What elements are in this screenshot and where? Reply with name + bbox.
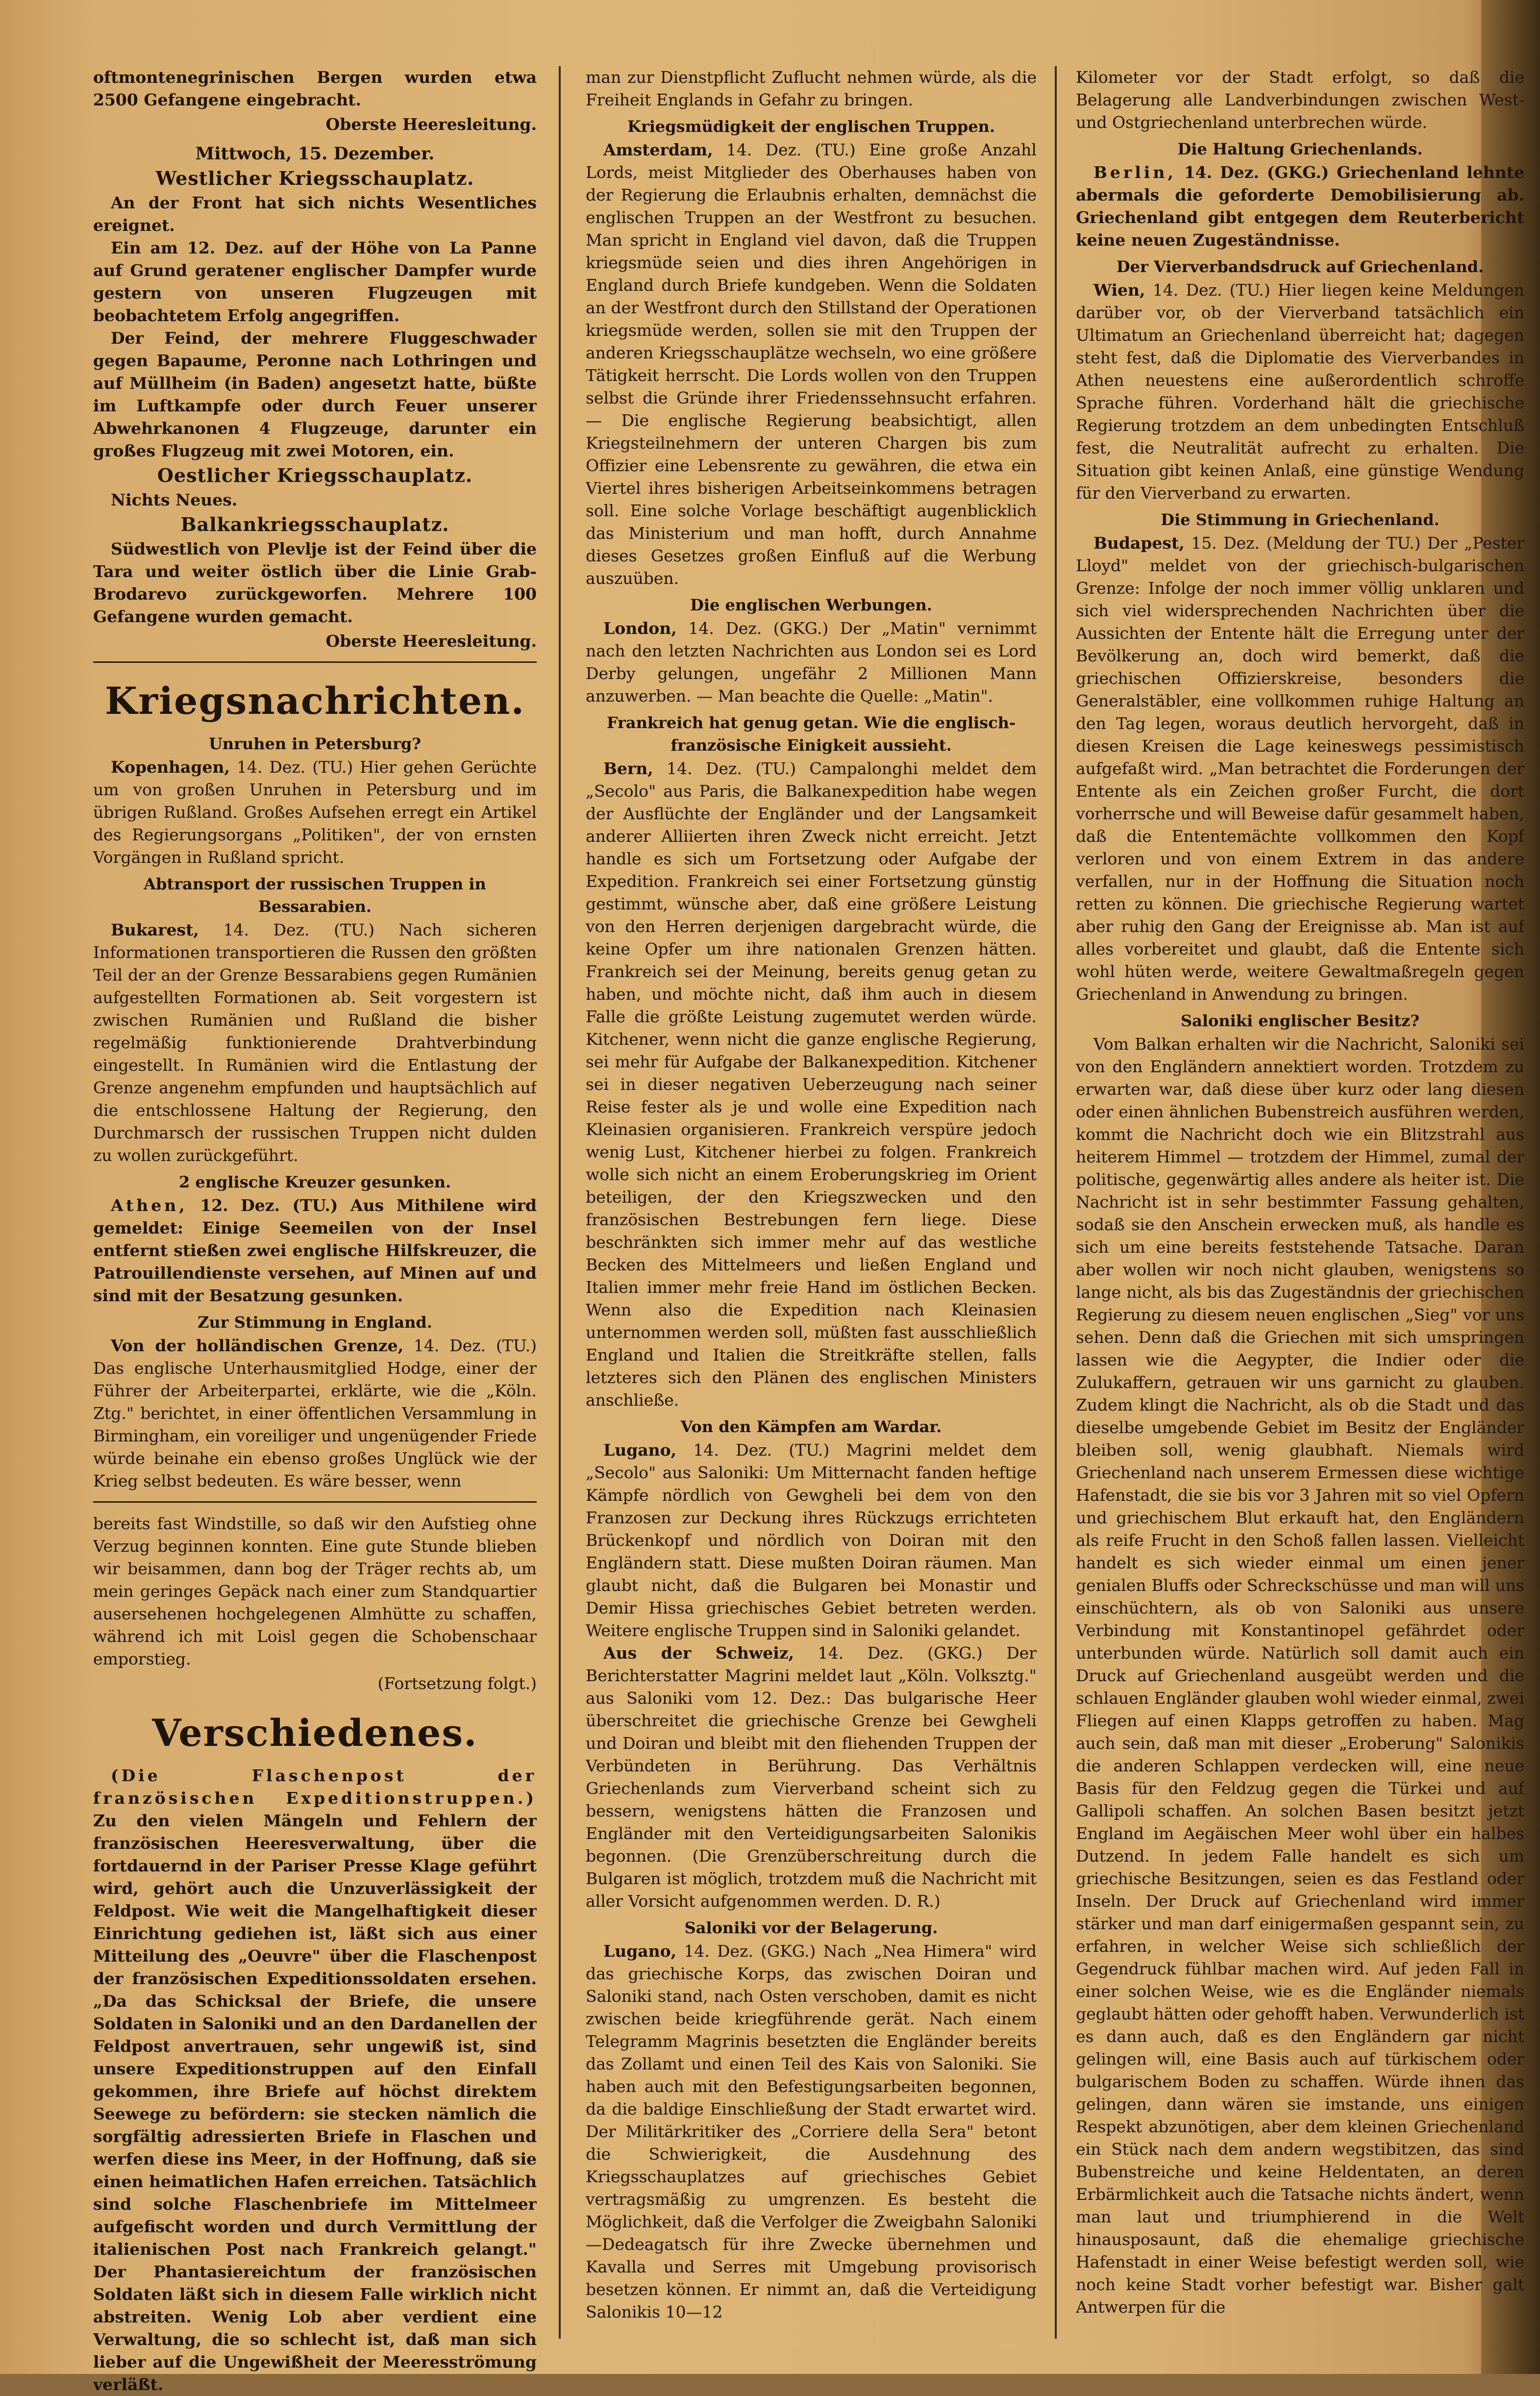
- signature: Oberste Heeresleitung.: [325, 631, 537, 651]
- column-rule: [559, 66, 561, 2339]
- article-heading: Unruhen in Petersburg?: [208, 734, 422, 753]
- article-heading: Die Haltung Griechenlands.: [1177, 140, 1423, 158]
- article-body: 14. Dez. (TU.) Nach sicheren Informationen transportieren die Russen den größten Teil der an der Grenze Bessarabiens gegen Rumänien aufgestellten Formationen ab. Seit vorgestern ist zwischen Rumänien und Rußland die bisher regelmäßig funktionierende Drahtverbindung eingestellt. In Rumänien wird die Entlastung der Grenze angenehm empfunden und hauptsächlich auf die entschlossene Haltung der Regierung, den Durchmarsch der russischen Truppen nicht dulden zu wollen zurückgeführt.: [93, 920, 537, 1165]
- article-text: [93, 919, 537, 1167]
- article-heading: Frankreich hat genug getan. Wie die englisch-französische Einigkeit aussieht.: [606, 713, 1016, 755]
- paragraph: Der Feind, der mehrere Fluggeschwader gegen Bapaume, Peronne nach Lothringen und auf Müllheim (in Baden) angesetzt hatte, büßte im Luftkampfe oder durch Feuer unserer Abwehrkanonen 4 Flugzeuge, darunter ein großes Flugzeug mit zwei Motoren, ein.: [93, 328, 537, 460]
- signature: Oberste Heeresleitung.: [325, 115, 537, 134]
- dateline: Von der holländischen Grenze,: [111, 1336, 404, 1355]
- paragraph: Kilometer vor der Stadt erfolgt, so daß die Belagerung alle Landverbindungen zwischen West- und Ostgriechenland unterbrechen würde.: [1076, 68, 1524, 132]
- article-text: [93, 1765, 537, 2396]
- date-heading: Mittwoch, 15. Dezember.: [195, 144, 435, 164]
- headline: Verschiedenes.: [152, 1711, 478, 1755]
- column-middle: [586, 66, 1037, 2323]
- article-body: 14. Dez. (TU.) Hier gehen Gerüchte um von großen Unruhen in Petersburg und im übrigen Rußland. Großes Aufsehen erregt ein Artikel des Regierungsorgans „Politiken", der von ernsten Vorgängen in Rußland spricht.: [93, 757, 537, 867]
- dateline: Lugano,: [603, 1440, 677, 1460]
- dateline: Bukarest,: [111, 920, 199, 939]
- article-heading: Abtransport der russischen Truppen in Bessarabien.: [144, 875, 486, 916]
- dateline: Berlin,: [1093, 163, 1176, 182]
- column-left: [93, 66, 537, 2396]
- article-heading: Zur Stimmung in England.: [198, 1313, 432, 1332]
- newspaper-page: [93, 66, 1524, 2394]
- continued-note: (Fortsetzung folgt.): [377, 1674, 537, 1693]
- article-text: [1076, 161, 1524, 252]
- article-body: 12. Dez. (TU.) Aus Mithilene wird gemeldet: Einige Seemeilen von der Insel entfernt stießen zwei englische Hilfskreuzer, die Patrouillendienste versehen, auf Minen auf und sind mit der Besatzung gesunken.: [93, 1196, 537, 1305]
- article-heading: 2 englische Kreuzer gesunken.: [178, 1173, 451, 1191]
- article-body: 14. Dez. (GKG.) Der Berichterstatter Magrini meldet laut „Köln. Volksztg." aus Saloniki vom 12. Dez.: Das bulgarische Heer überschreitet die griechische Grenze bei Gewgheli und Doiran und bleibt mit den fliehenden Truppen der Verbündeten in Berührung. Das Verhältnis Griechenlands zum Vierverband scheint sich zu bessern, wenigstens hätten die Franzosen und Engländer mit den Verteidigungsarbeiten Salonikis begonnen. (Die Grenzüberschreitung durch die Bulgaren ist möglich, trotzdem muß die Nachricht mit aller Vorsicht aufgenommen werden. D. R.): [586, 1643, 1037, 1911]
- article-text: [93, 1335, 537, 1492]
- column-rule: [1055, 66, 1057, 2339]
- article-heading: Die Stimmung in Griechenland.: [1161, 510, 1440, 529]
- article-body: 14. Dez. (TU.) Campalonghi meldet dem „Secolo" aus Paris, die Balkanexpedition habe wegen der Ausflüchte der Engländer und der Langsamkeit anderer Alliierten ihren Zweck nicht erreicht. Jetzt handle es sich um Fortsetzung oder Aufgabe der Expedition. Frankreich sei einer Fortsetzung günstig gestimmt, wünsche aber, daß eine größere Leistung von den Herren derjenigen dargebracht würde, die keine Opfer um ihre nationalen Grenzen hätten. Frankreich sei der Meinung, bereits genug getan zu haben, und möchte nicht, daß ihm auch in diesem Falle die größte Leistung zugemutet werden würde. Kitchener, wenn nicht die ganze englische Regierung, sei mehr für Aufgabe der Balkanexpedition. Kitchener sei in dieser negativen Ueberzeugung nach seiner Reise fester als je und wolle eine Expedition nach Kleinasien organisieren. Frankreich verspüre jedoch wenig Lust, Kitchener hierbei zu folgen. Frankreich wolle sich nicht an einem Eroberungskrieg im Orient beteiligen, der den Kriegszwecken und den französischen Bestrebungen fern liege. Diese beschränkten sich immer mehr auf das westliche Becken des Mittelmeers und ließen England und Italien immer mehr freie Hand im östlichen Becken. Wenn also die Expedition nach Kleinasien unternommen werden soll, müßten fast ausschließlich England und Italien die Streitkräfte stellen, falls letzteres sich den Plänen des englischen Ministers anschließe.: [586, 759, 1037, 1410]
- dateline: Athen,: [111, 1196, 188, 1215]
- dateline: Bern,: [603, 759, 653, 778]
- article-body: 14. Dez. (TU.) Das englische Unterhausmitglied Hodge, einer der Führer der Arbeiterpartei, erklärte, wie die „Köln. Ztg." berichtet, in einer öffentlichen Versammlung in Birmingham, ein voreiliger und ungenügender Friede würde beinahe ein ebenso großes Unglück wie der Krieg selbst bedeuten. Es wäre besser, wenn: [93, 1336, 537, 1490]
- dateline: Aus der Schweiz,: [603, 1643, 794, 1663]
- article-title: (Die Flaschenpost der französischen Expeditionstruppen.): [93, 1766, 537, 1808]
- article-text: [586, 1439, 1037, 1642]
- article-body: 14. Dez. (TU.) Eine große Anzahl Lords, meist Mitglieder des Oberhauses haben von der Regierung die Erlaubnis erhalten, demnächst die englischen Truppen an der Westfront zu besuchen. Man spricht in England viel davon, daß die Truppen kriegsmüde seien und dies ihren Angehörigen in England durch Briefe kundgeben. Wenn die Soldaten an der Westfront durch den Stillstand der Operationen kriegsmüde werden, sollen sie mit den Truppen der anderen Kriegsschauplätze wechseln, wo eine größere Tätigkeit herrscht. Die Lords wollen von den Truppen selbst die Gründe ihrer Friedenssehnsucht erfahren. — Die englische Regierung beabsichtigt, allen Kriegsteilnehmern der unteren Chargen bis zum Offizier eine Lebensrente zu gewähren, die etwa ein Viertel ihres bisherigen Arbeitseinkommens betragen soll. Eine solche Vorlage beschäftigt augenblicklich das Ministerium und man hofft, durch Annahme dieses Gesetzes großen Einfluß auf die Werbung auszuüben.: [586, 140, 1037, 588]
- article-text: [1076, 532, 1524, 1006]
- separator: [93, 1501, 537, 1503]
- dateline: London,: [603, 619, 677, 638]
- article-body: Zu den vielen Mängeln und Fehlern der französischen Heeresverwaltung, über die fortdauernd in der Pariser Presse Klage geführt wird, gehört auch die Unzuverlässigkeit der Feldpost. Wie weit die Mangelhaftigkeit dieser Einrichtung gediehen ist, läßt sich aus einer Mitteilung des „Oeuvre" über die Flaschenpost der französischen Expeditionssoldaten ersehen. „Da das Schicksal der Briefe, die unsere Soldaten in Saloniki und an den Dardanellen der Feldpost anvertrauen, sehr ungewiß ist, sind unsere Expeditionstruppen auf den Einfall gekommen, ihre Briefe auf höchst direktem Seewege zu befördern: sie stecken nämlich die sorgfältig adressierten Briefe in Flaschen und werfen diese ins Meer, in der Hoffnung, daß sie einen heimatlichen Hafen erreichen. Tatsächlich sind solche Flaschenbriefe im Mittelmeer aufgefischt worden und durch Vermittlung der italienischen Post nach Frankreich gelangt." Der Phantasiereichtum der französischen Soldaten läßt sich in diesem Falle wirklich nicht abstreiten. Wenig Lob aber verdient eine Verwaltung, die so schlecht ist, daß man sich lieber auf die Ungewißheit der Meeresströmung verläßt.: [93, 1811, 537, 2394]
- dateline: Wien,: [1093, 280, 1145, 300]
- article-heading: Von den Kämpfen am Wardar.: [680, 1417, 942, 1436]
- paragraph: oftmontenegrinischen Bergen wurden etwa 2500 Gefangene eingebracht.: [93, 68, 537, 109]
- paragraph: Südwestlich von Plevlje ist der Feind über die Tara und weiter östlich über die Linie Grab-Brodarevo zurückgeworfen. Mehrere 100 Gefangene wurden gemacht.: [93, 539, 537, 626]
- section-heading: Balkankriegsschauplatz.: [180, 513, 449, 535]
- dateline: Budapest,: [1093, 533, 1185, 553]
- article-heading: Die englischen Werbungen.: [690, 596, 932, 614]
- article-body: 14. Dez. (TU.) Hier liegen keine Meldungen darüber vor, ob der Vierverband tatsächlich ein Ultimatum an Griechenland überreicht hat; dagegen steht fest, daß die Diplomatie des Vierverbandes in Athen neuestens eine außerordentlich schroffe Sprache führen. Vorderhand hält die griechische Regierung trotzdem an dem unbedingten Entschluß fest, die Neutralität aufrecht zu erhalten. Die Situation gibt keinen Anlaß, eine günstige Wendung für den Vierverband zu erwarten.: [1076, 280, 1524, 503]
- article-text: [586, 139, 1037, 590]
- article-text: [586, 757, 1037, 1412]
- paragraph: Ein am 12. Dez. auf der Höhe von La Panne auf Grund geratener englischer Dampfer wurde gestern von unseren Flugzeugen mit beobachtetem Erfolg angegriffen.: [93, 238, 537, 325]
- article-text: [1076, 279, 1524, 504]
- dateline: Lugano,: [603, 1942, 677, 1961]
- article-body: Vom Balkan erhalten wir die Nachricht, Saloniki sei von den Engländern annektiert worden. Trotzdem zu erwarten war, daß diese über kurz oder lang diesen oder einen ähnlichen Bubenstreich ausführen werden, kommt die Nachricht doch wie ein Blitzstrahl aus heiterem Himmel — trotzdem der Himmel, zumal der politische, gegenwärtig alles andere als heiter ist. Die Nachricht ist in sehr bestimmter Fassung gehalten, sodaß sie den Anschein erwecken muß, als handle es sich um eine bereits feststehende Tatsache. Daran aber wollen wir noch nicht glauben, wenigstens so lange nicht, als bis das Zugeständnis der griechischen Regierung zu diesem neuen englischen „Sieg" vor uns sehen. Denn daß die Griechen mit sich umspringen lassen wie die Aegypter, die Indier oder die Zulukaffern, getrauen wir uns garnicht zu glauben. Zudem klingt die Nachricht, als ob die Stadt und das dieselbe umgebende Gebiet im Besitz der Engländer bleiben soll, wenig glaubhaft. Niemals wird Griechenland nach unserem Ermessen diese wichtige Hafenstadt, die sie bis vor 3 Jahren mit so viel Opfern und griechischem Blut erkauft hat, den Engländern als reife Frucht in den Schoß fallen lassen. Vielleicht handelt es sich wieder einmal um einen jener genialen Bluffs oder Schreckschüsse und man will uns einschüchtern, als ob von Saloniki aus unsere Verbindung mit Konstantinopel gefährdet oder unterbunden würde. Natürlich soll damit auch ein Druck auf Griechenland ausgeübt werden und die schlauen Engländer glauben wohl wieder einmal, zwei Fliegen auf einen Klapps getroffen zu haben. Mag auch sein, daß man mit dieser „Eroberung" Salonikis die anderen Schlappen verdecken will, eine neue Basis für den Feldzug gegen die Türkei und auf Gallipoli schaffen. An solchen Basen besitzt jetzt England im Aegäischen Meer wohl über ein halbes Dutzend. In jedem Falle handelt es sich um griechische Besitzungen, seien es das Festland oder Inseln. Der Druck auf Griechenland wird immer stärker und man darf einigermaßen gespannt sein, zu erfahren, in welcher Weise sich schließlich der Gegendruck fühlbar machen wird. Auf jeden Fall in einer solchen Weise, wie es die Engländer niemals geglaubt hätten oder gehofft haben. Verwunderlich ist es dann auch, daß es den Engländern gar nicht gelingen will, eine Basis auch auf türkischem oder bulgarischem Boden zu schaffen. Würde ihnen das gelingen, dann wären sie imstande, uns einigen Respekt abzunötigen, aber dem kleinen Griechenland ein Stück nach dem andern wegstibitzen, das sind Bubenstreiche und keine Heldentaten, an deren Erbärmlichkeit auch die Tatsache nichts ändert, wenn man laut und triumphierend in die Welt hinausposaunt, daß die ehemalige griechische Hafenstadt in einer Weise befestigt werden soll, wie noch keine Stadt vorher befestigt war. Bisher galt Antwerpen für die: [1076, 1034, 1524, 2317]
- article-body: 14. Dez. (GKG.) Nach „Nea Himera" wird das griechische Korps, das zwischen Doiran und Saloniki stand, nach Osten verschoben, damit es nicht zwischen beide kriegführende gerät. Nach einem Telegramm Magrinis besetzten die Engländer bereits das Zollamt und einen Teil des Kais von Saloniki. Sie haben auch mit den Befestigungsarbeiten begonnen, da die baldige Einschließung der Stadt erwartet wird. Der Militärkritiker des „Corriere della Sera" betont die Schwierigkeit, die Ausdehnung des Kriegsschauplatzes auf griechisches Gebiet vertragsmäßig zu umgrenzen. Es besteht die Möglichkeit, daß die Verfolger die Zweigbahn Saloniki—Dedeagatsch für ihre Zwecke übernehmen und Kavalla und Serres mit Umgebung provisorisch besetzen können. Er nimmt an, daß die Verteidigung Salonikis 10—12: [586, 1942, 1037, 2321]
- dateline: Kopenhagen,: [111, 757, 230, 777]
- article-heading: Saloniki vor der Belagerung.: [684, 1918, 938, 1937]
- article-body: 14. Dez. (GKG.) Griechenland lehnte abermals die geforderte Demobilisierung ab. Griechenland gibt entgegen dem Reuterbericht keine neuen Zugeständnisse.: [1076, 163, 1524, 250]
- article-heading: Saloniki englischer Besitz?: [1181, 1011, 1419, 1030]
- paragraph: man zur Dienstpflicht Zuflucht nehmen würde, als die Freiheit Englands in Gefahr zu bringen.: [586, 68, 1037, 109]
- article-body: 14. Dez. (GKG.) Der „Matin" vernimmt nach den letzten Nachrichten aus London sei es Lord Derby gelungen, ungefähr 2 Millionen Mann anzuwerben. — Man beachte die Quelle: „Matin".: [586, 619, 1037, 706]
- feuilleton-text: bereits fast Windstille, so daß wir den Aufstieg ohne Verzug beginnen konnten. Eine gute Stunde blieben wir beisammen, dann bog der Träger rechts ab, um mein geringes Gepäck nach einer zum Standquartier ausersehenen hochgelegenen Almhütte zu schaffen, während ich mit Loisl gegen die Schobenschaar emporstieg.: [93, 1514, 537, 1668]
- article-text: [586, 1940, 1037, 2323]
- article-text: [586, 1642, 1037, 1913]
- column-right: [1076, 66, 1524, 2319]
- article-body: 14. Dez. (TU.) Magrini meldet dem „Secolo" aus Saloniki: Um Mitternacht fanden heftige Kämpfe nördlich von Gewgheli bei dem von den Franzosen zur Deckung ihres Rückzugs errichteten Brückenkopf und nördlich von Doiran mit den Engländern statt. Diese mußten Doiran räumen. Man glaubt nicht, daß die Bulgaren bei Monastir und Demir Hissa griechisches Gebiet betreten werden. Weitere englische Truppen sind in Saloniki gelandet.: [586, 1440, 1037, 1640]
- article-text: [93, 1194, 537, 1307]
- separator: [93, 661, 537, 663]
- paragraph: Nichts Neues.: [111, 490, 238, 509]
- article-body: 15. Dez. (Meldung der TU.) Der „Pester Lloyd" meldet von der griechisch-bulgarischen Grenze: Infolge der noch immer völlig unklaren und sich viel widersprechenden Nachrichten über die Aussichten der Entente hält die Erregung unter der Bevölkerung an, doch wird bemerkt, daß die griechischen Offizierskreise, besonders die Generalstäbler, eine vollkommen ruhige Haltung an den Tag legen, woraus deutlich hervorgeht, daß in diesen Kreisen die Lage keineswegs pessimistisch aufgefaßt wird. „Man betrachtet die Forderungen der Entente als ein Zeichen großer Furcht, die dort vorherrsche und will Beweise dafür gesammelt haben, daß die Ententemächte vollkommen den Kopf verloren und von einem Extrem in das andere verfallen, nur in der Hoffnung die Situation noch retten zu können. Die griechische Regierung wartet aber ruhig den Gang der Ereignisse ab. Man ist auf alles vorbereitet und glaubt, daß die Entente sich wohl hüten werde, weitere Gewaltmaßregeln gegen Griechenland in Anwendung zu bringen.: [1076, 533, 1524, 1004]
- section-heading: Westlicher Kriegsschauplatz.: [155, 167, 474, 189]
- article-text: [586, 617, 1037, 707]
- headline: Kriegsnachrichten.: [105, 679, 525, 723]
- article-heading: Kriegsmüdigkeit der englischen Truppen.: [627, 117, 995, 136]
- section-heading: Oestlicher Kriegsschauplatz.: [157, 464, 473, 486]
- dateline: Amsterdam,: [603, 140, 713, 159]
- article-heading: Der Vierverbandsdruck auf Griechenland.: [1116, 257, 1484, 276]
- article-text: [93, 756, 537, 869]
- paragraph: An der Front hat sich nichts Wesentliches ereignet.: [93, 193, 537, 235]
